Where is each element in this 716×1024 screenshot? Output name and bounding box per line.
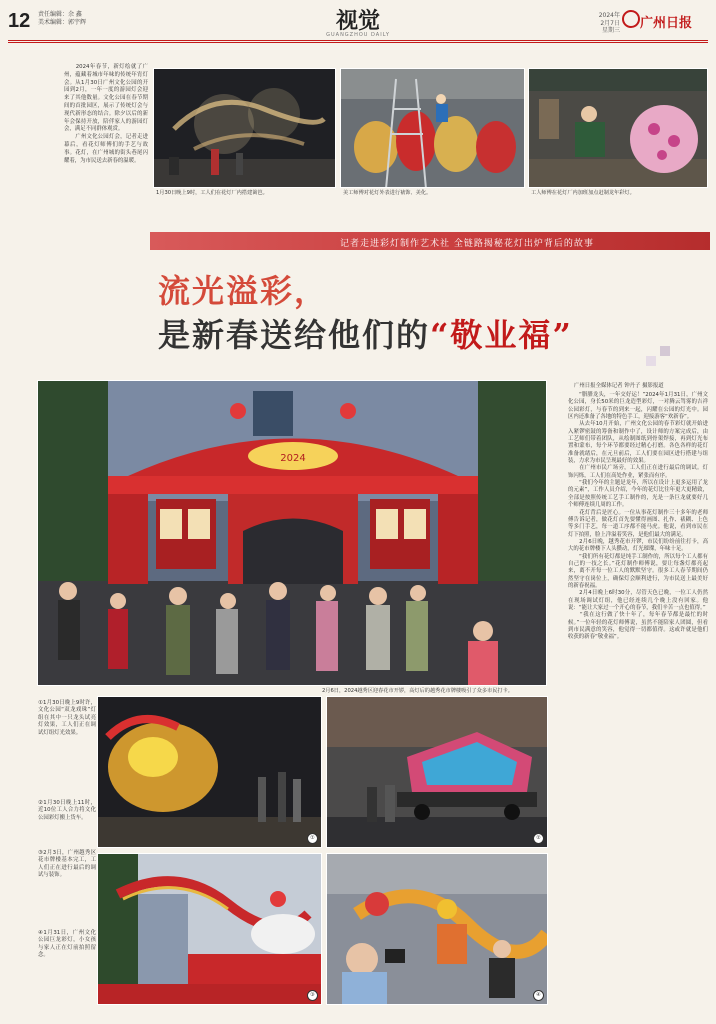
photo-dragon-lantern-grid-1-image [98, 697, 322, 848]
headline-line-1: 流光溢彩， [158, 272, 329, 310]
editor-line: 责任编辑：余 鑫 [38, 11, 82, 18]
note-number: ② [38, 800, 44, 806]
note-number: ④ [38, 930, 44, 936]
headline-open-quote: “ [430, 316, 451, 354]
photo-lantern-truck-image [327, 697, 548, 848]
subheading-text: 记者走进彩灯制作艺术社 全链路揭秘花灯出炉背后的故事 [340, 239, 594, 249]
photo-market-gate-dragon-image [98, 854, 322, 1005]
date-line: 2024年 [598, 12, 620, 19]
top-photo-caption: 工人师傅在花灯厂内加班加点赶制龙年彩灯。 [531, 190, 635, 196]
section-title: 视觉 [335, 8, 380, 34]
article-body: “腊腊龙头，一年交好运！”2024年1月31日，广州文化公园，身长50米的巨龙造型彩灯，一对腾云驾雾的吉祥公园彩灯，与春节的到来一起，闪耀在公园的灯光中。园区内还准备了各地的特色手工，迎接游客“欢新春”。 从去年10月开始，广州文化公园的春节彩灯就开始进入紧锣密鼓的筹备和制作中了，设计师的方案完成后，由工艺师们带着团队，从绘制图纸到骨架焊接，再到灯光布置和蒙布，每个环节都要经过精心打磨。各色各样的花灯准备就绪后，在元旦前后，工人们要在园区进行搭建与组装，力求为市民呈现最好的效果。 在广州市民广场旁，工人们正在进行最后的调试。灯饰闪烁，工人们在高处作业，紧张而有序。 “我们今年的主题是龙年，所以在设计上更多运用了龙的元素”，工作人员介绍，今年的花灯比往年更大更精致，全部是按照传统工艺手工制作的，光是一条巨龙就要好几个师傅连续几周的工作。 花灯背后是匠心。一位从事花灯制作三十多年的老师傅告诉记者，做花灯首先要懂得画图、扎作、裱糊、上色等多门手艺，每一道工序都不能马虎。他说，看到市民在灯下拍照，脸上洋溢着笑容，是他们最大的满足。 2月6日晚，越秀花市开锣，市民们纷纷前往打卡，高大的花市牌楼下人头攒动，灯光璀璨，年味十足。 “我们所有花灯都是纯手工制作的，所以每个工人都有自己的一技之长。”花灯制作师傅说，要让每盏灯都亮起来，离不开每一位工人的默默坚守。很多工人春节期间仍然坚守在岗位上，确保灯会顺利进行，为市民送上最美好的新春祝福。 2月4日晚上6时30分，尽管天色已晚，一位工人仍然在现场调试灯组，他已经连续几个晚上没有回家。他说：“能让大家过一个开心的春节，我们辛苦一点也值得。” “我在这行做了快十年了，每年春节都是最忙的时候。”一位年轻的花灯师傅说，虽然不能陪家人团圆，但看到市民满意的笑容，他觉得一切都值得。这或许就是他们收获的新春“敬业福”。 [568, 392, 708, 641]
headline-line-2 [158, 310, 573, 356]
photo-flower-market-arch [37, 380, 547, 686]
note-number: ① [38, 700, 44, 706]
byline: 广州日报全媒体记者 钟丹子 摄影报道 [574, 383, 664, 389]
note-text: 1月31日，广州文化公园巨龙彩灯，小女孩与家人正在灯前拍照留念。 [38, 930, 96, 959]
photo-note [38, 930, 96, 960]
date-line: 2月7日 [600, 19, 620, 27]
headline-close-quote: ” [552, 316, 573, 354]
photo-dragon-painting [340, 68, 525, 188]
photo-workshop-night [153, 68, 336, 188]
photo-number-badge: ② [533, 833, 544, 844]
intro-text: 2024年春节，新灯绘就了广州，蕴藏着城市年味的传统年宵灯会。从1月30日广州文化公园的开园到2月，一年一度的游园灯会迎来了其他数量。文化公园在春节期间的首批园区，展示了传统灯会与现代新形态的结合。除夕以后的新年会保持开放，陪伴家人的游园灯会，满足不同群体观赏。 广州文化公园灯会，记者走进幕后，看花灯师傅们的手艺与故事。花灯，在广州城的街头巷尾闪耀着，为市民送去新春的温暖。 [64, 64, 148, 164]
issue-date [590, 12, 620, 35]
page-number: 12 [8, 10, 31, 32]
photo-craftsman-lantern [528, 68, 708, 188]
headline-emphasis: 敬业福 [450, 316, 553, 354]
editors [38, 11, 86, 27]
photo-note [38, 700, 96, 737]
photo-dragon-painting-image [341, 69, 525, 188]
photo-girl-photographing [326, 853, 548, 1005]
main-photo-caption: 2月6日，2024越秀区迎春花市开锣，高灯后的越秀花市牌楼吸引了众多市民打卡。 [322, 688, 513, 694]
header-rule [8, 42, 708, 43]
photo-flower-market-arch-image [38, 381, 547, 686]
photo-workshop-night-image [154, 69, 336, 188]
date-line: 星期三 [601, 27, 620, 34]
note-text: 1月30日晚上9时许，文化公园“双龙戏珠”灯组在其中一只龙头试亮灯效果，工人们正在调试灯组灯光效果。 [38, 700, 96, 736]
photo-lantern-truck [326, 696, 548, 848]
photo-number-badge: ① [307, 833, 318, 844]
editor-line: 美术编辑：郭宇辉 [38, 19, 87, 26]
newspaper-logo-icon [622, 10, 640, 28]
photo-note [38, 850, 96, 880]
photo-girl-photographing-image [327, 854, 548, 1005]
photo-number-badge: ④ [533, 990, 544, 1001]
note-number: ③ [38, 850, 44, 856]
note-text: 1月30日晚上11时，近10位工人合力将文化公园彩灯搬上货车。 [38, 800, 96, 821]
photo-craftsman-lantern-image [529, 69, 708, 188]
photo-number-badge: ③ [307, 990, 318, 1001]
photo-market-gate-dragon [97, 853, 322, 1005]
headline-prefix: 是新春送给他们的 [158, 316, 431, 354]
photo-dragon-lantern-grid-1 [97, 696, 322, 848]
note-text: 2月3日，广州越秀区花市牌楼基本完工，工人们正在进行最后的调试与装饰。 [38, 850, 96, 879]
photo-note [38, 800, 96, 822]
arch-year-text: 2024 [280, 453, 306, 464]
decorative-square [646, 356, 656, 366]
section-subtitle: GUANGZHOU DAILY [326, 32, 390, 38]
top-photo-caption: 美工师傅对花灯外表进行裱饰、美化。 [343, 190, 432, 196]
newspaper-logo: 广州日报 [640, 16, 693, 31]
header-rule [8, 40, 708, 41]
decorative-square [660, 346, 670, 356]
top-photo-caption: 1月30日晚上9时，工人们在花灯厂内搭建篱笆。 [156, 190, 268, 196]
